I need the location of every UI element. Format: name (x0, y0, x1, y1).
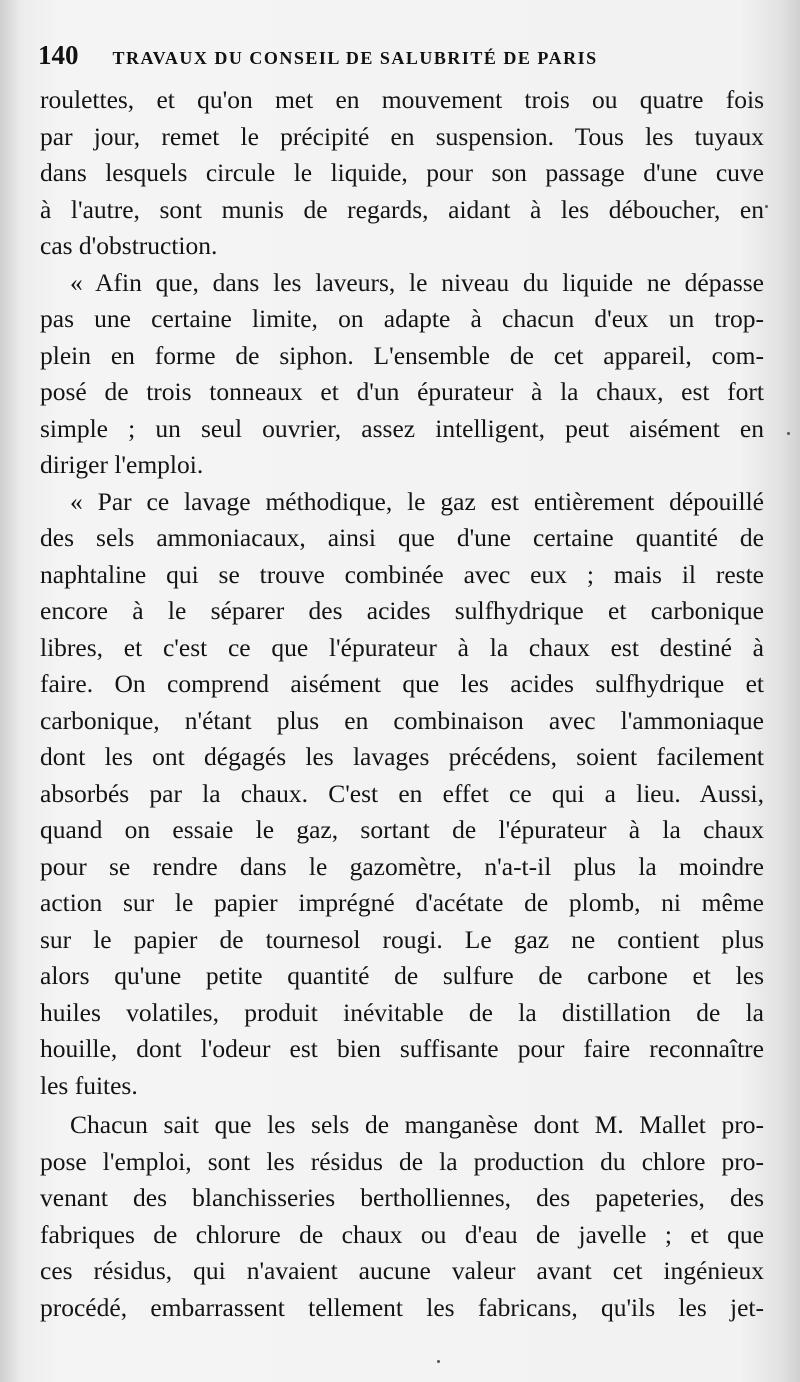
text-line: naphtaline qui se trouve combinée avec eux ; mais il reste (40, 559, 764, 589)
text-line: pose l'emploi, sont les résidus de la production du chlore pro- (40, 1146, 764, 1176)
print-speck (787, 432, 790, 435)
text-line: sur le papier de tournesol rougi. Le gaz ne contient plus (40, 924, 764, 954)
text-line: fabriques de chlorure de chaux ou d'eau de javelle ; et que (40, 1219, 764, 1249)
text-line: houille, dont l'odeur est bien suffisante pour faire reconnaître (40, 1034, 764, 1063)
text-line: cas d'obstruction. (40, 231, 218, 260)
text-line: huiles volatiles, produit inévitable de la distillation de la (40, 997, 764, 1027)
print-speck (437, 1360, 440, 1363)
text-line: carbonique, n'étant plus en combinaison avec l'ammoniaque (40, 705, 764, 735)
page-number: 140 (38, 40, 79, 70)
text-line: pour se rendre dans le gazomètre, n'a-t-il plus la moindre (40, 851, 764, 881)
text-line: à l'autre, sont munis de regards, aidant à les déboucher, en (40, 194, 764, 224)
text-line: des sels ammoniacaux, ainsi que d'une certaine quantité de (40, 523, 764, 552)
text-line: plein en forme de siphon. L'ensemble de cet appareil, com- (40, 340, 764, 370)
print-speck (765, 205, 768, 208)
text-line: encore à le séparer des acides sulfhydrique et carbonique (40, 596, 764, 625)
paragraph (40, 82, 764, 265)
text-line: action sur le papier imprégné d'acétate de plomb, ni même (40, 888, 764, 917)
text-line: procédé, embarrassent tellement les fabricans, qu'ils les jet- (40, 1292, 764, 1322)
text-line: pas une certaine limite, on adapte à chacun d'eux un trop- (40, 304, 764, 333)
paragraph (40, 484, 764, 1105)
text-line: Chacun sait que les sels de manganèse dont M. Mallet pro- (70, 1110, 764, 1139)
text-line: faire. On comprend aisément que les acides sulfhydrique et (40, 669, 764, 698)
text-line: alors qu'une petite quantité de sulfure de carbone et les (40, 961, 764, 990)
text-line: les fuites. (40, 1070, 138, 1100)
text-line: par jour, remet le précipité en suspension. Tous les tuyaux (40, 121, 764, 151)
text-line: roulettes, et qu'on met en mouvement trois ou quatre fois (40, 85, 764, 114)
text-line: « Afin que, dans les laveurs, le niveau du liquide ne dépasse (70, 267, 764, 297)
text-line: absorbés par la chaux. C'est en effet ce qui a lieu. Aussi, (40, 778, 764, 808)
paragraph (40, 265, 764, 484)
text-line: posé de trois tonneaux et d'un épurateur à la chaux, est fort (40, 377, 764, 406)
text-line: simple ; un seul ouvrier, assez intelligent, peut aisément en (40, 413, 764, 443)
running-title: TRAVAUX DU CONSEIL DE SALUBRITÉ DE PARIS (112, 48, 598, 68)
paragraph (40, 1107, 764, 1326)
text-line: quand on essaie le gaz, sortant de l'épurateur à la chaux (40, 815, 764, 844)
text-line: ces résidus, qui n'avaient aucune valeur avant cet ingénieux (40, 1256, 764, 1285)
text-line: venant des blanchisseries bertholliennes, des papeteries, des (40, 1183, 764, 1212)
text-line: diriger l'emploi. (40, 450, 204, 479)
body-text (40, 82, 764, 1326)
page-header (38, 40, 768, 80)
text-line: dans lesquels circule le liquide, pour son passage d'une cuve (40, 158, 764, 187)
text-line: dont les ont dégagés les lavages précédens, soient facilement (40, 742, 764, 771)
text-line: « Par ce lavage méthodique, le gaz est entièrement dépouillé (70, 486, 764, 516)
text-line: libres, et c'est ce que l'épurateur à la chaux est destiné à (40, 632, 764, 662)
